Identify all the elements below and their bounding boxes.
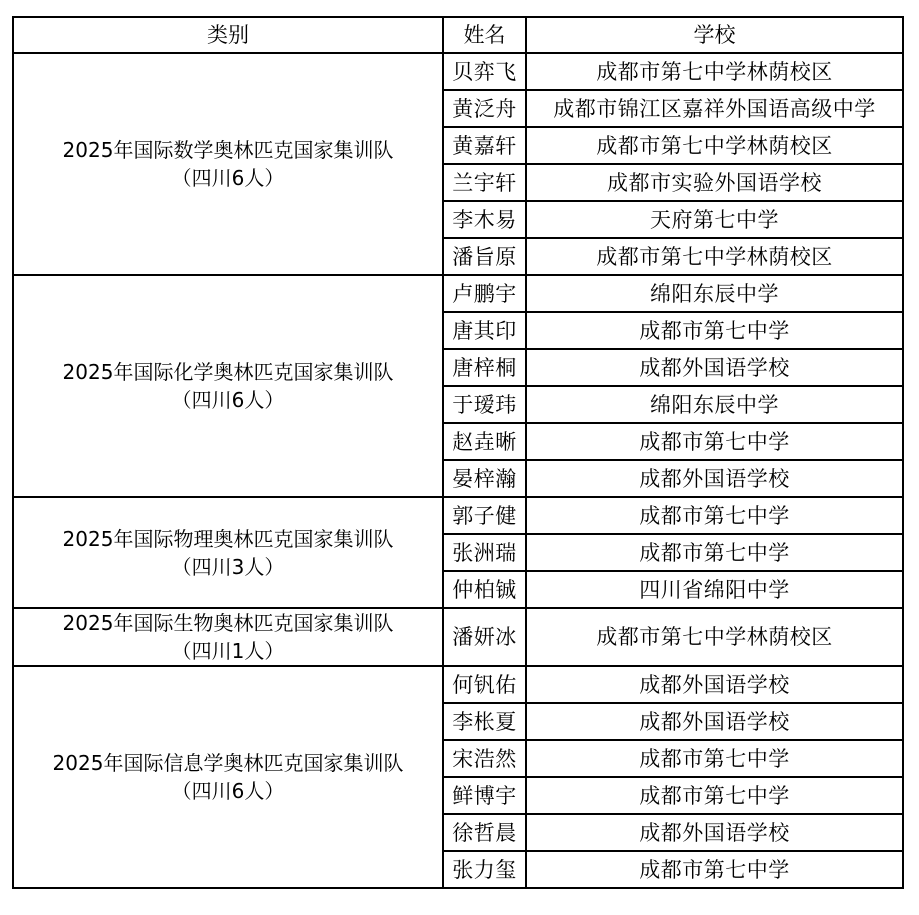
category-count: （四川3人） (171, 554, 285, 579)
member-name: 黄嘉轩 (443, 127, 526, 164)
member-name: 鲜博宇 (443, 777, 526, 814)
header-name: 姓名 (443, 17, 526, 53)
member-name: 徐哲晨 (443, 814, 526, 851)
member-name: 贝弈飞 (443, 53, 526, 90)
table-row (13, 497, 903, 534)
member-name: 张洲瑞 (443, 534, 526, 571)
member-school: 成都外国语学校 (526, 666, 903, 703)
training-team-table (12, 16, 904, 889)
member-name: 于瑷玮 (443, 386, 526, 423)
table-row (13, 608, 903, 666)
member-school: 成都市第七中学 (526, 534, 903, 571)
category-title: 2025年国际信息学奥林匹克国家集训队 (52, 751, 404, 775)
member-school: 成都市第七中学林荫校区 (526, 127, 903, 164)
member-name: 潘旨原 (443, 238, 526, 275)
member-name: 仲柏铖 (443, 571, 526, 608)
member-name: 唐梓桐 (443, 349, 526, 386)
category-count: （四川1人） (171, 639, 285, 663)
member-school: 成都市第七中学 (526, 851, 903, 888)
category-count: （四川6人） (171, 166, 285, 190)
member-school: 成都市锦江区嘉祥外国语高级中学 (526, 90, 903, 127)
member-school: 成都市第七中学 (526, 423, 903, 460)
member-school: 四川省绵阳中学 (526, 571, 903, 608)
member-school: 成都市第七中学林荫校区 (526, 238, 903, 275)
member-name: 郭子健 (443, 497, 526, 534)
category-count: （四川6人） (171, 388, 285, 412)
category-cell (13, 497, 443, 608)
member-school: 绵阳东辰中学 (526, 386, 903, 423)
member-name: 张力玺 (443, 851, 526, 888)
table-header-row (13, 17, 903, 53)
member-name: 卢鹏宇 (443, 275, 526, 312)
member-school: 成都外国语学校 (526, 349, 903, 386)
category-cell (13, 275, 443, 497)
category-title: 2025年国际物理奥林匹克国家集训队 (62, 526, 394, 551)
category-cell (13, 608, 443, 666)
member-school: 成都市实验外国语学校 (526, 164, 903, 201)
table-row (13, 53, 903, 90)
member-name: 唐其印 (443, 312, 526, 349)
table-row (13, 666, 903, 703)
category-title: 2025年国际生物奥林匹克国家集训队 (62, 611, 394, 635)
member-school: 成都市第七中学 (526, 312, 903, 349)
member-school: 成都市第七中学 (526, 740, 903, 777)
member-name: 潘妍冰 (443, 608, 526, 666)
member-school: 成都市第七中学林荫校区 (526, 53, 903, 90)
member-school: 成都市第七中学林荫校区 (526, 608, 903, 666)
member-name: 晏梓瀚 (443, 460, 526, 497)
member-name: 李木易 (443, 201, 526, 238)
header-category: 类别 (13, 17, 443, 53)
category-cell (13, 53, 443, 275)
category-title: 2025年国际化学奥林匹克国家集训队 (62, 360, 394, 384)
member-school: 成都外国语学校 (526, 814, 903, 851)
member-school: 成都市第七中学 (526, 777, 903, 814)
member-school: 绵阳东辰中学 (526, 275, 903, 312)
category-title: 2025年国际数学奥林匹克国家集训队 (62, 138, 394, 162)
category-count: （四川6人） (171, 779, 285, 803)
member-school: 成都外国语学校 (526, 703, 903, 740)
member-name: 李枨夏 (443, 703, 526, 740)
category-cell (13, 666, 443, 888)
header-school: 学校 (526, 17, 903, 53)
member-school: 成都市第七中学 (526, 497, 903, 534)
table-row (13, 275, 903, 312)
member-school: 成都外国语学校 (526, 460, 903, 497)
member-name: 兰宇轩 (443, 164, 526, 201)
member-name: 何钒佑 (443, 666, 526, 703)
member-name: 宋浩然 (443, 740, 526, 777)
table-container (12, 16, 904, 889)
member-school: 天府第七中学 (526, 201, 903, 238)
table-body (13, 53, 903, 888)
member-name: 赵垚晰 (443, 423, 526, 460)
member-name: 黄泛舟 (443, 90, 526, 127)
